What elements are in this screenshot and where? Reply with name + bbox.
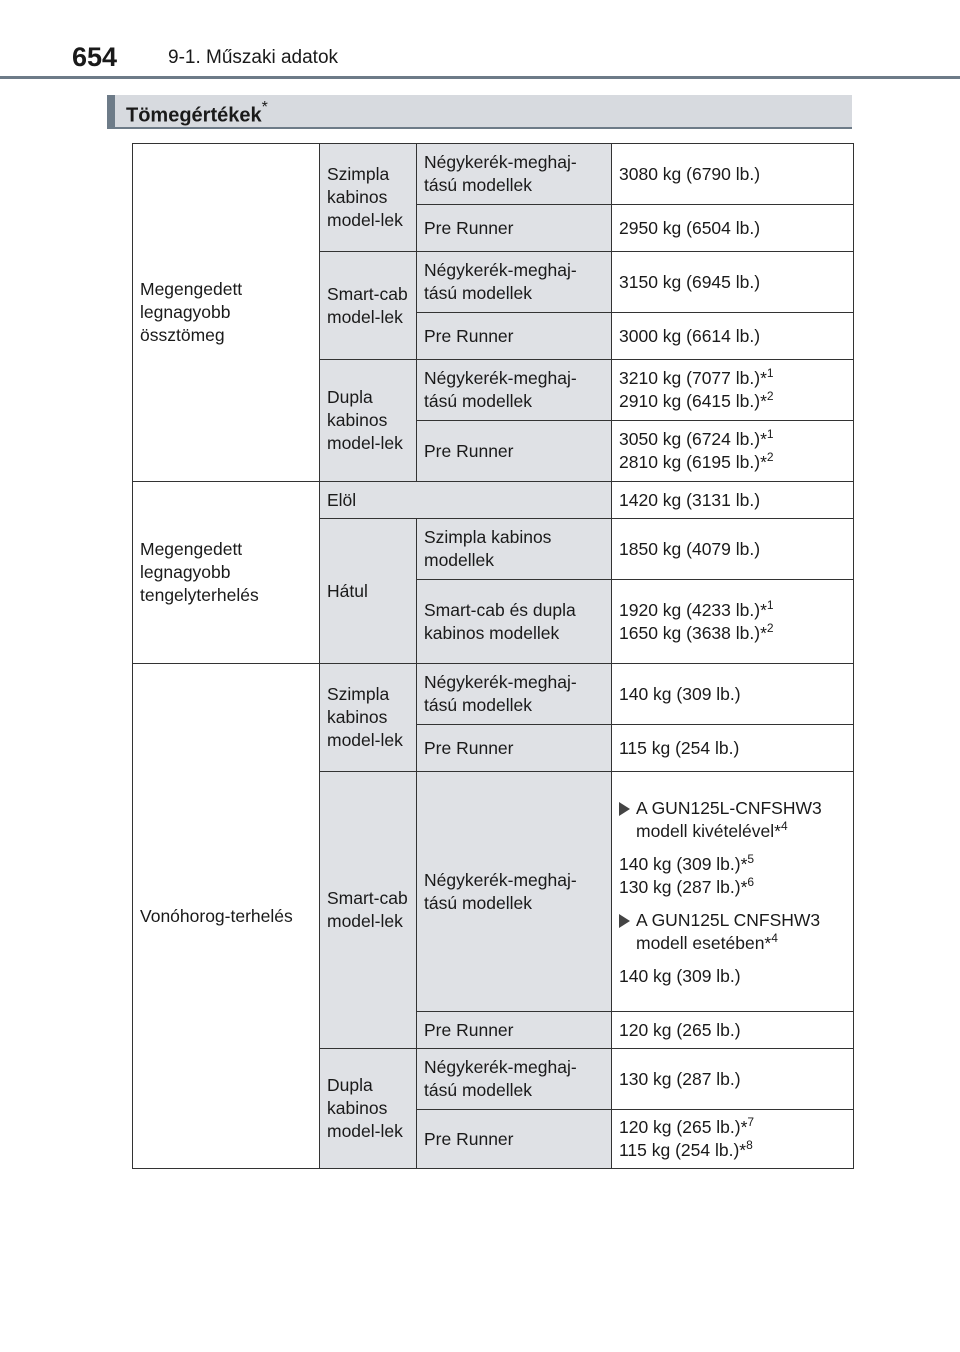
table-row (133, 482, 854, 519)
value-cell: 115 kg (254 lb.) (612, 725, 854, 772)
value-cell: 1920 kg (4233 lb.)*$^1$ 1650 kg (3638 lb.)*$^2$ (612, 580, 854, 664)
cab-smart: Smart-cab model-lek (320, 772, 417, 1049)
model-smart-double: Smart-cab és dupla kabinos modellek (417, 580, 612, 664)
value-cell: 120 kg (265 lb.)*$^7$ 115 kg (254 lb.)*$^8$ (612, 1110, 854, 1169)
value-cell: 3080 kg (6790 lb.) (612, 144, 854, 205)
cab-single: Szimpla kabinos model-lek (320, 144, 417, 252)
model-4wd: Négykerék-meghaj-tású modellek (417, 1049, 612, 1110)
axle-rear: Hátul (320, 519, 417, 664)
cab-double: Dupla kabinos model-lek (320, 1049, 417, 1169)
model-prerunner: Pre Runner (417, 421, 612, 482)
cab-double: Dupla kabinos model-lek (320, 360, 417, 482)
model-4wd: Négykerék-meghaj-tású modellek (417, 772, 612, 1012)
value-cell: 1850 kg (4079 lb.) (612, 519, 854, 580)
table-row (133, 664, 854, 725)
section-heading (107, 95, 852, 129)
value-cell: 130 kg (287 lb.) (612, 1049, 854, 1110)
value-cell: A GUN125L-CNFSHW3 modell kivételével*$^4$ 140 kg (309 lb.)*$^5$ 130 kg (287 lb.)*$^6$ A GUN125L CNFSHW3 modell esetében*$^4$ 140 kg (309 lb.) (612, 772, 854, 1012)
arrow-right-icon (619, 802, 630, 816)
weights-table (132, 143, 854, 1169)
cab-smart: Smart-cab model-lek (320, 252, 417, 360)
section-title: Tömegértékek* (126, 99, 268, 127)
model-4wd: Négykerék-meghaj-tású modellek (417, 252, 612, 313)
model-prerunner: Pre Runner (417, 1012, 612, 1049)
row-header-gross: Megengedett legnagyobb össztömeg (133, 144, 320, 482)
header-divider (0, 76, 960, 79)
row-header-axle: Megengedett legnagyobb tengelyterhelés (133, 482, 320, 664)
model-prerunner: Pre Runner (417, 1110, 612, 1169)
value-cell: 3050 kg (6724 lb.)*$^1$ 2810 kg (6195 lb.)*$^2$ (612, 421, 854, 482)
value-cell: 140 kg (309 lb.) (612, 664, 854, 725)
value-cell: 1420 kg (3131 lb.) (612, 482, 854, 519)
value-cell: 3150 kg (6945 lb.) (612, 252, 854, 313)
row-header-tow: Vonóhorog-terhelés (133, 664, 320, 1169)
value-cell: 3000 kg (6614 lb.) (612, 313, 854, 360)
footnote-mark: * (261, 99, 268, 116)
model-4wd: Négykerék-meghaj-tású modellek (417, 144, 612, 205)
cab-single: Szimpla kabinos model-lek (320, 664, 417, 772)
axle-front: Elöl (320, 482, 612, 519)
value-cell: 3210 kg (7077 lb.)*$^1$ 2910 kg (6415 lb.)*$^2$ (612, 360, 854, 421)
model-prerunner: Pre Runner (417, 205, 612, 252)
model-single: Szimpla kabinos modellek (417, 519, 612, 580)
list-item: A GUN125L-CNFSHW3 modell kivételével*$^4$ (619, 797, 846, 843)
arrow-right-icon (619, 914, 630, 928)
model-4wd: Négykerék-meghaj-tású modellek (417, 664, 612, 725)
chapter-title: 9-1. Műszaki adatok (168, 47, 339, 68)
list-item: A GUN125L CNFSHW3 modell esetében*$^4$ (619, 909, 846, 955)
model-prerunner: Pre Runner (417, 313, 612, 360)
value-cell: 120 kg (265 lb.) (612, 1012, 854, 1049)
model-prerunner: Pre Runner (417, 725, 612, 772)
table-row (133, 144, 854, 205)
page-number: 654 (72, 42, 118, 72)
model-4wd: Négykerék-meghaj-tású modellek (417, 360, 612, 421)
value-cell: 2950 kg (6504 lb.) (612, 205, 854, 252)
